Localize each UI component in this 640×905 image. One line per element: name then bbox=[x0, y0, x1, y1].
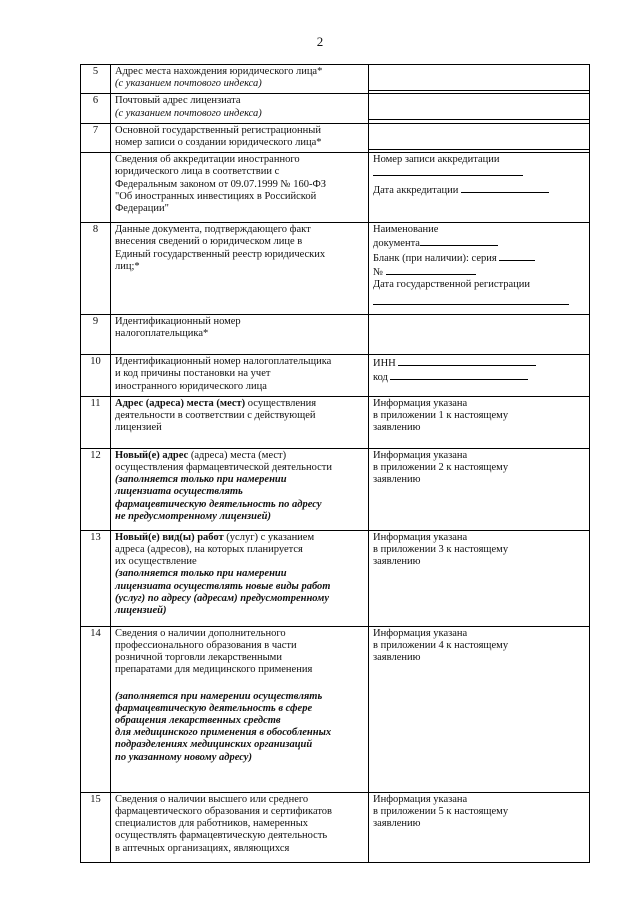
row-description: Новый(е) вид(ы) работ (услуг) с указанием адреса (адресов), на которых планируется их осуществление (заполняется только при намерении лицензиата осуществлять новые виды работ (услуг) по адресу (адресам) предусмотренному лицензией) bbox=[111, 530, 369, 626]
value-cell[interactable] bbox=[369, 123, 590, 152]
license-application-table bbox=[80, 64, 590, 863]
table-row-12 bbox=[81, 448, 590, 530]
document-name-field[interactable] bbox=[420, 236, 498, 246]
row-description: Сведения об аккредитации иностранного юридического лица в соответствии с Федеральным законом от 09.07.1999 № 160-ФЗ "Об иностранных инвестициях в Российской Федерации" bbox=[111, 153, 369, 223]
table-row-7 bbox=[81, 123, 590, 152]
accreditation-fields: Номер записи аккредитации Дата аккредитации bbox=[369, 153, 590, 223]
info-cell: Информация указана в приложении 1 к настоящему заявлению bbox=[369, 396, 590, 448]
row-number: 9 bbox=[81, 315, 111, 355]
row-number: 5 bbox=[81, 65, 111, 94]
info-cell: Информация указана в приложении 5 к настоящему заявлению bbox=[369, 792, 590, 862]
registration-date-field[interactable] bbox=[373, 295, 569, 305]
row-description: Идентификационный номер налогоплательщика и код причины постановки на учет иностранного юридического лица bbox=[111, 355, 369, 397]
row-description: Адрес (адреса) места (мест) осуществления деятельности в соответствии с действующей лицензией bbox=[111, 396, 369, 448]
blank-number-field[interactable] bbox=[386, 265, 476, 275]
value-cell[interactable] bbox=[369, 65, 590, 94]
accreditation-date-field[interactable] bbox=[461, 183, 549, 193]
page-number: 2 bbox=[316, 34, 324, 49]
row-description: Адрес места нахождения юридического лица* (с указанием почтового индекса) bbox=[111, 65, 369, 94]
row-number: 11 bbox=[81, 396, 111, 448]
tax-fields: ИНН код bbox=[369, 355, 590, 397]
value-cell[interactable] bbox=[369, 94, 590, 123]
table-row-15 bbox=[81, 792, 590, 862]
row-number bbox=[81, 153, 111, 223]
fill-line bbox=[369, 118, 589, 120]
accreditation-number-field[interactable] bbox=[373, 166, 523, 176]
fill-line bbox=[369, 148, 589, 150]
row-number: 14 bbox=[81, 626, 111, 792]
row-description: Сведения о наличии дополнительного профессионального образования в части розничной торговли лекарственными препаратами для медицинского применения (заполняется при намерении осуществлять фармацевтическую деятельность в сфере обращения лекарственных средств для медицинского применения в обособленных подразделениях медицинских организаций по указанному новому адресу) bbox=[111, 626, 369, 792]
row-description: Идентификационный номер налогоплательщика* bbox=[111, 315, 369, 355]
table-row-14 bbox=[81, 626, 590, 792]
kpp-code-field[interactable] bbox=[390, 370, 528, 380]
value-cell[interactable] bbox=[369, 315, 590, 355]
table-row-5 bbox=[81, 65, 590, 94]
info-cell: Информация указана в приложении 3 к настоящему заявлению bbox=[369, 530, 590, 626]
row-number: 13 bbox=[81, 530, 111, 626]
row-description: Основной государственный регистрационный номер записи о создании юридического лица* bbox=[111, 123, 369, 152]
row-number: 12 bbox=[81, 448, 111, 530]
row-description: Сведения о наличии высшего или среднего фармацевтического образования и сертификатов специалистов для работников, намеренных осуществлять фармацевтическую деятельность в аптечных организациях, являющихся bbox=[111, 792, 369, 862]
table-row-13 bbox=[81, 530, 590, 626]
row-number: 7 bbox=[81, 123, 111, 152]
row-number: 10 bbox=[81, 355, 111, 397]
blank-series-field[interactable] bbox=[499, 251, 535, 261]
row-description: Почтовый адрес лицензиата (с указанием почтового индекса) bbox=[111, 94, 369, 123]
table-row-8 bbox=[81, 223, 590, 315]
info-cell: Информация указана в приложении 2 к настоящему заявлению bbox=[369, 448, 590, 530]
inn-field[interactable] bbox=[398, 356, 536, 366]
registry-document-fields: Наименование документа Бланк (при наличии): серия № Дата государственной регистрации bbox=[369, 223, 590, 315]
row-number: 6 bbox=[81, 94, 111, 123]
row-number: 8 bbox=[81, 223, 111, 315]
table-row-10 bbox=[81, 355, 590, 397]
fill-line bbox=[369, 89, 589, 91]
table-row-9 bbox=[81, 315, 590, 355]
row-description: Данные документа, подтверждающего факт внесения сведений о юридическом лице в Единый государственный реестр юридических лиц;* bbox=[111, 223, 369, 315]
table-row-6 bbox=[81, 94, 590, 123]
row-number: 15 bbox=[81, 792, 111, 862]
info-cell: Информация указана в приложении 4 к настоящему заявлению bbox=[369, 626, 590, 792]
row-description: Новый(е) адрес (адреса) места (мест) осуществления фармацевтической деятельности (заполняется только при намерении лицензиата осуществлять фармацевтическую деятельность по адресу не предусмотренному лицензией) bbox=[111, 448, 369, 530]
table-row-11 bbox=[81, 396, 590, 448]
table-row-accreditation bbox=[81, 153, 590, 223]
